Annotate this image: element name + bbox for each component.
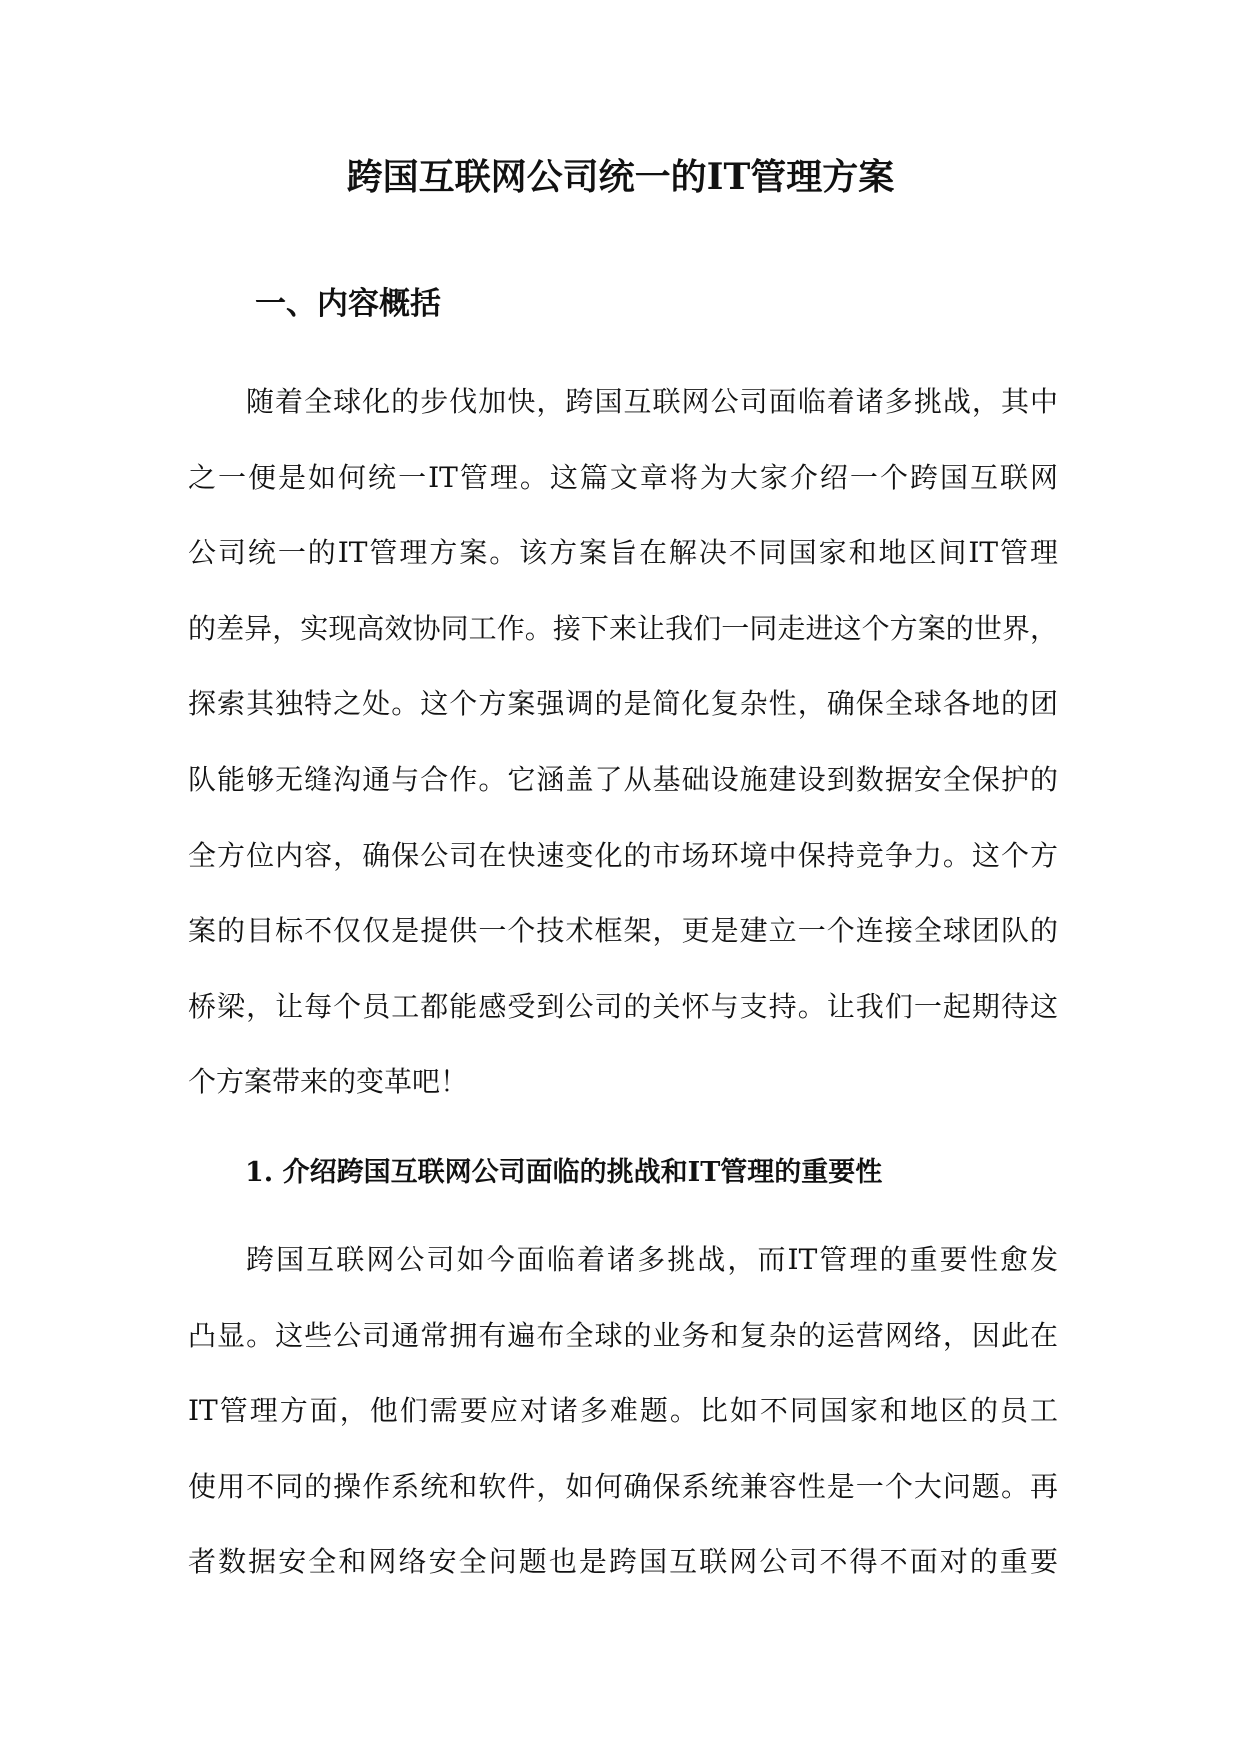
paragraph-line: 桥梁，让每个员工都能感受到公司的关怀与支持。让我们一起期待这 [188, 989, 1058, 1023]
paragraph-line: 案的目标不仅仅是提供一个技术框架，更是建立一个连接全球团队的 [188, 914, 1058, 948]
challenges-paragraph [188, 1222, 1058, 1600]
paragraph-line: 全方位内容，确保公司在快速变化的市场环境中保持竞争力。这个方 [188, 838, 1058, 872]
paragraph-line: 者数据安全和网络安全问题也是跨国互联网公司不得不面对的重要 [188, 1545, 1058, 1579]
paragraph-line: 之一便是如何统一IT管理。这篇文章将为大家介绍一个跨国互联网 [188, 460, 1058, 494]
paragraph-line: 队能够无缝沟通与合作。它涵盖了从基础设施建设到数据安全保护的 [188, 762, 1058, 796]
paragraph-line: 个方案带来的变革吧！ [188, 1065, 469, 1099]
paragraph-line: 跨国互联网公司如今面临着诸多挑战，而IT管理的重要性愈发 [246, 1243, 1058, 1276]
section-heading-challenges: 1. 介绍跨国互联网公司面临的挑战和IT管理的重要性 [245, 1157, 883, 1188]
paragraph-line: 探索其独特之处。这个方案强调的是简化复杂性，确保全球各地的团 [188, 687, 1058, 721]
section-heading-overview: 一、内容概括 [255, 286, 441, 322]
paragraph-line: 凸显。这些公司通常拥有遍布全球的业务和复杂的运营网络，因此在 [188, 1318, 1058, 1352]
paragraph-line: 使用不同的操作系统和软件，如何确保系统兼容性是一个大问题。再 [188, 1469, 1058, 1503]
paragraph-line: 公司统一的IT管理方案。该方案旨在解决不同国家和地区间IT管理 [188, 536, 1058, 570]
paragraph-line: 随着全球化的步伐加快，跨国互联网公司面临着诸多挑战，其中 [246, 385, 1058, 418]
document-title: 跨国互联网公司统一的IT管理方案 [346, 156, 895, 198]
paragraph-line: IT管理方面，他们需要应对诸多难题。比如不同国家和地区的员工 [188, 1394, 1058, 1428]
overview-paragraph [188, 364, 1058, 1120]
paragraph-line: 的差异，实现高效协同工作。接下来让我们一同走进这个方案的世界， [188, 611, 1058, 645]
